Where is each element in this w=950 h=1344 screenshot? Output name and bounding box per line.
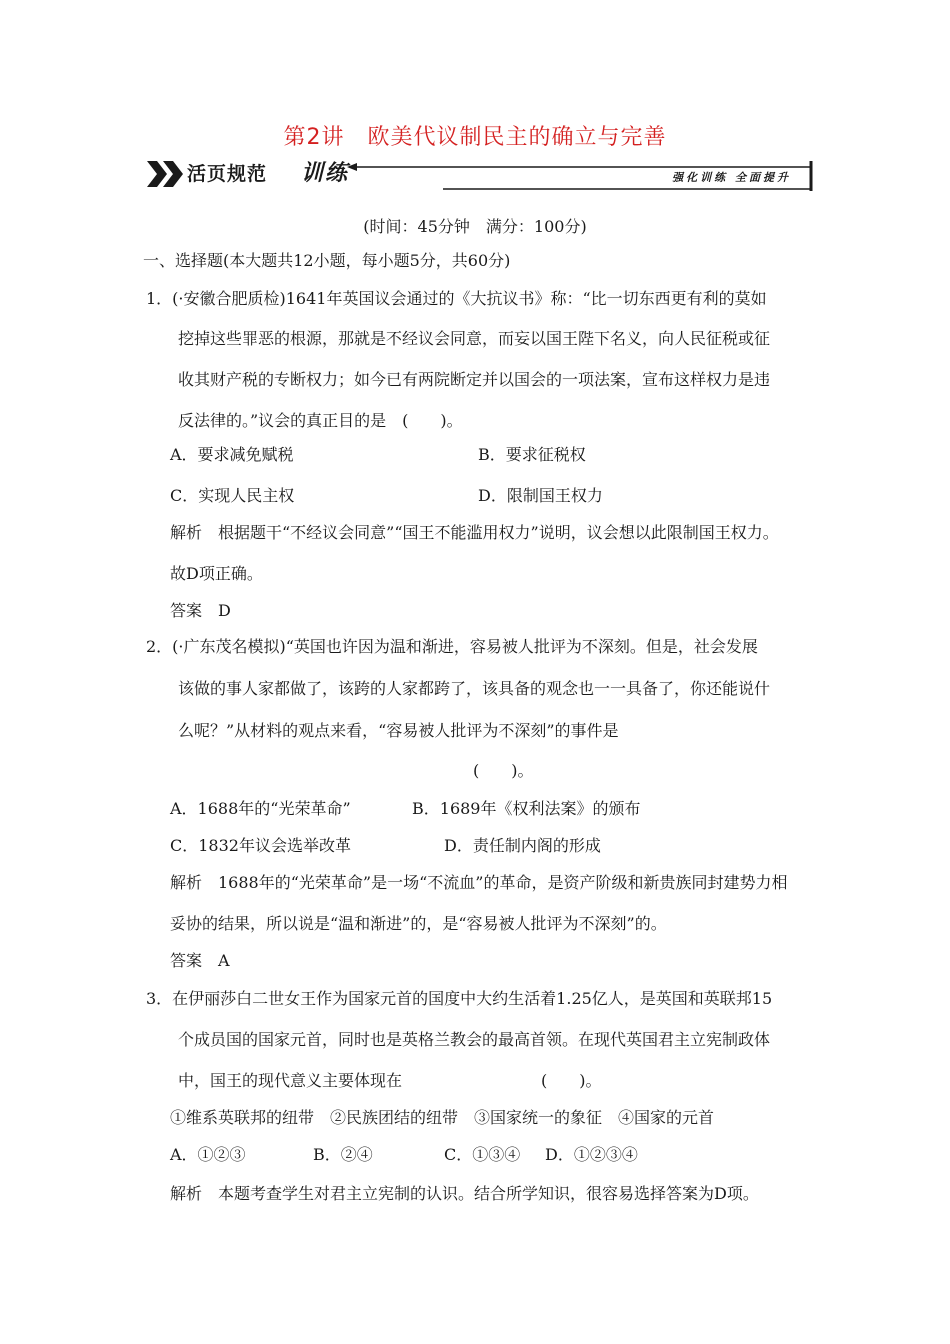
- q3-option-c: C．①③④: [444, 1145, 521, 1164]
- double-chevron-icon: [147, 161, 183, 187]
- q1-line: 反法律的。”议会的真正目的是 ( )。: [178, 411, 463, 430]
- banner-label: 活页规范: [187, 163, 268, 185]
- q2-answer: 答案 A: [170, 951, 230, 970]
- q1-answer: 答案 D: [170, 601, 231, 620]
- q3-line: 中，国王的现代意义主要体现在: [178, 1071, 403, 1090]
- q2-option-b: B．1689年《权利法案》的颁布: [412, 799, 641, 818]
- q1-line: 收其财产税的专断权力；如今已有两院断定并以国会的一项法案，宣布这样权力是违: [178, 370, 771, 389]
- page-title: 第2讲 欧美代议制民主的确立与完善: [283, 125, 667, 150]
- q3-option-b: B．②④: [313, 1145, 373, 1164]
- q3-line: 3．在伊丽莎白二世女王作为国家元首的国度中大约生活着1.25亿人，是英国和英联邦15: [146, 989, 773, 1008]
- q1-option-c: C．实现人民主权: [170, 486, 295, 505]
- q2-option-a: A．1688年的“光荣革命”: [170, 799, 351, 818]
- q3-items: ①维系英联邦的纽带 ②民族团结的纽带 ③国家统一的象征 ④国家的元首: [170, 1108, 715, 1127]
- q2-line: 该做的事人家都做了，该跨的人家都跨了，该具备的观念也一一具备了，你还能说什: [178, 679, 771, 698]
- q1-line: 挖掉这些罪恶的根源，那就是不经议会同意，而妄以国王陛下名义，向人民征税或征: [178, 329, 771, 348]
- section-heading: 一、选择题(本大题共12小题，每小题5分，共60分): [143, 251, 511, 270]
- q2-line: 么呢？”从材料的观点来看，“容易被人批评为不深刻”的事件是: [178, 721, 619, 740]
- q1-option-d: D．限制国王权力: [478, 486, 603, 505]
- section-banner: [143, 153, 815, 195]
- q2-line: 2．(·广东茂名模拟)“英国也许因为温和渐进，容易被人批评为不深刻。但是，社会发展: [146, 637, 758, 656]
- q3-bracket: ( )。: [541, 1071, 602, 1090]
- q2-analysis: 解析 1688年的“光荣革命”是一场“不流血”的革命，是资产阶级和新贵族同封建势力相: [170, 873, 788, 892]
- q1-option-b: B．要求征税权: [478, 445, 586, 464]
- banner-slogan: 强化训练 全面提升: [672, 171, 791, 184]
- q2-bracket: ( )。: [473, 761, 534, 780]
- q1-analysis: 故D项正确。: [170, 564, 263, 583]
- q1-option-a: A．要求减免赋税: [170, 445, 294, 464]
- q3-option-a: A．①②③: [170, 1145, 246, 1164]
- q3-line: 个成员国的国家元首，同时也是英格兰教会的最高首领。在现代英国君主立宪制政体: [178, 1030, 771, 1049]
- q2-option-c: C．1832年议会选举改革: [170, 836, 351, 855]
- q2-analysis: 妥协的结果，所以说是“温和渐进”的，是“容易被人批评为不深刻”的。: [170, 914, 667, 933]
- q3-analysis: 解析 本题考查学生对君主立宪制的认识。结合所学知识，很容易选择答案为D项。: [170, 1184, 759, 1203]
- banner-emphasis: 训练: [301, 161, 350, 186]
- exam-meta: (时间：45分钟 满分：100分): [363, 217, 587, 236]
- q1-line: 1．(·安徽合肥质检)1641年英国议会通过的《大抗议书》称：“比一切东西更有利的莫如: [146, 289, 767, 308]
- q1-analysis: 解析 根据题干“不经议会同意”“国王不能滥用权力”说明，议会想以此限制国王权力。: [170, 523, 779, 542]
- q2-option-d: D．责任制内阁的形成: [444, 836, 601, 855]
- q3-option-d: D．①②③④: [545, 1145, 638, 1164]
